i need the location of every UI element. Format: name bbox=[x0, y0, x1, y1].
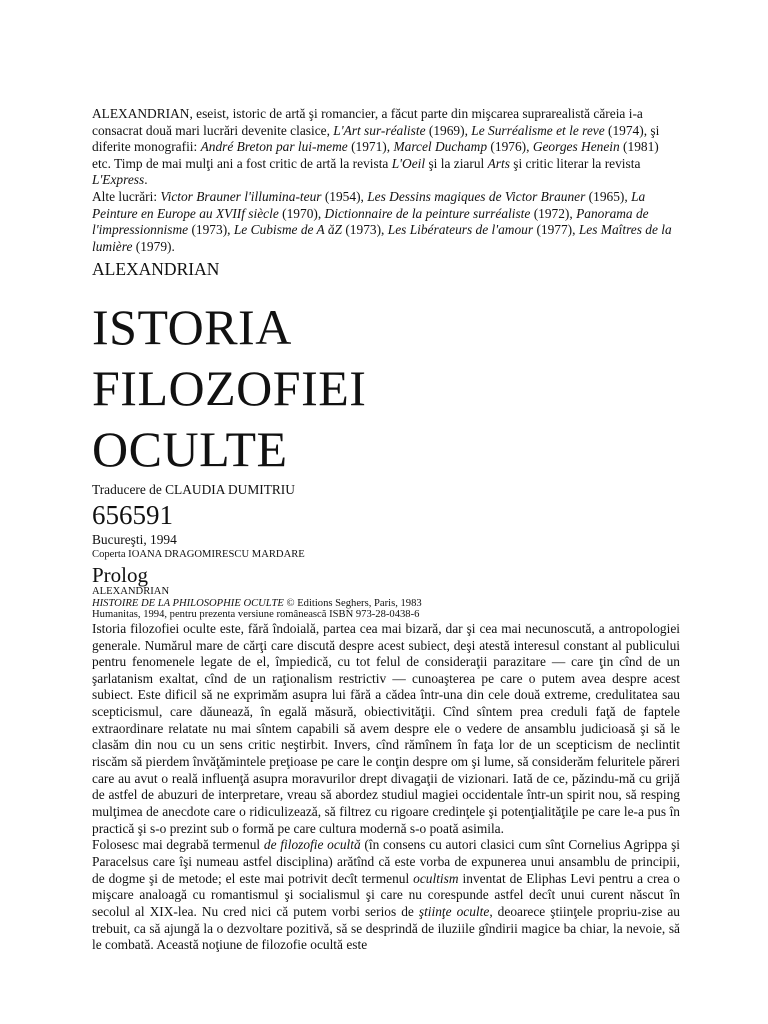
italic-run: Marcel Duchamp bbox=[393, 139, 488, 155]
translator-credit: Traducere de CLAUDIA DUMITRIU bbox=[92, 482, 295, 498]
italic-run: La Peinture en Europe au XVIIf siècle bbox=[92, 188, 646, 221]
text-run: (1979). bbox=[132, 238, 175, 254]
italic-run: de filozofie ocultă bbox=[263, 837, 361, 853]
text-run: şi critic literar la revista bbox=[509, 155, 641, 171]
italic-run: Dictionnaire de la peinture surréaliste bbox=[324, 205, 531, 221]
publication-place-year: Bucureşti, 1994 bbox=[92, 532, 177, 548]
italic-run: ştiinţe oculte bbox=[418, 904, 490, 919]
book-title-line: OCULTE bbox=[92, 421, 288, 478]
text-run: şi la ziarul bbox=[425, 155, 488, 171]
text-run: . bbox=[144, 172, 148, 188]
text-run: (1954), bbox=[321, 188, 368, 204]
copyright-line bbox=[92, 598, 680, 610]
prolog-paragraph-1 bbox=[92, 621, 680, 838]
author-bio-paragraph bbox=[92, 106, 680, 189]
italic-run: André Breton par lui-meme bbox=[200, 139, 348, 155]
catalog-number: 656591 bbox=[92, 500, 173, 531]
italic-run: Panorama de l'impressionnisme bbox=[92, 205, 649, 238]
cover-credit: Coperta IOANA DRAGOMIRESCU MARDARE bbox=[92, 549, 305, 561]
text-run: (1965), bbox=[585, 188, 632, 204]
text-run: (1971), bbox=[347, 139, 394, 155]
text-run: (1972), bbox=[530, 205, 577, 221]
book-title bbox=[92, 297, 680, 480]
text-run: © Editions Seghers, Paris, 1983 bbox=[283, 597, 422, 609]
italic-run: Arts bbox=[487, 155, 510, 171]
italic-run: Victor Brauner l'illumina-teur bbox=[160, 188, 322, 204]
section-heading-prolog: Prolog bbox=[92, 563, 149, 588]
text-run: Istoria filozofiei oculte este, fără îndoială, partea cea mai bizară, dar şi cea mai necunoscută, a antropologiei generale. Numărul mare de cărţi care discută despre acest subiect, deşi atestă interesul constant al publicului pentru fenomenele legate de el, împiedică, cu tot felul de consideraţii parazitare — care ţin cînd de un şarlatanism exaltat, cînd de un raţionalism restrictiv — cunoaşterea pe care o putem avea despre acest subiect. Este dificil să ne exprimăm asupra lui fără a cădea într-una din cele două extreme, credulitatea sau scepticismul, care dăunează, în egală măsură, obiectivităţii. Cînd sîntem prea creduli faţă de faptele extraordinare relatate nu mai sîntem capabili să avem despre ele o vedere de ansamblu judicioasă şi să le clasăm din nou cu un sens critic neştirbit. Invers, cînd rămînem în faţa lor de un scepticism de neclintit riscăm să pierdem învăţămintele preţioase pe care le conţin despre om şi lume, să considerăm feluritele păreri care au avut o reală influenţă asupra moravurilor drept divagaţii de vizionari. Iată de ce, păzindu-mă cu grijă de astfel de abuzuri de interpretare, vreau să abordez studiul magiei occidentale într-un spirit nou, să resping mulţimea de anecdote care o ridiculizează, să filtrez cu rigoare credinţele şi potenţialităţile pe care le-a pus în practică şi s-o prezint sub o formă pe care cultura modernă s-o poată asimila. bbox=[92, 620, 680, 836]
small-author-name: ALEXANDRIAN bbox=[92, 586, 170, 598]
text-run: (1969), bbox=[425, 122, 472, 138]
italic-run: Le Cubisme de A ăZ bbox=[233, 222, 342, 238]
italic-run: L'Express bbox=[92, 172, 145, 188]
text-run: (în consens cu autori clasici cum sînt Cornelius Agrippa şi Paracelsus care îşi numeau astfel disciplina) arătînd că este vorba de expunerea unui ansamblu de principii, de dogme şi de metode; el este mai potrivit decît termenul bbox=[92, 837, 680, 886]
text-run: (1977), bbox=[533, 222, 579, 238]
book-title-line: ISTORIA bbox=[92, 299, 292, 356]
text-run: (1973), bbox=[188, 222, 234, 238]
text-run: , deoarece ştiinţele propriu-zise au trebuit, ca să ajungă la o dezvoltare pozitivă, să se desprindă de iluziile gîndirii magice ba chiar, la nevoie, să le combată. Această noţiune de filozofie ocultă este bbox=[92, 904, 680, 953]
italic-run: Le Surréalisme et le reve bbox=[471, 122, 605, 138]
text-run: (1976), bbox=[487, 139, 533, 155]
text-run: (1970), bbox=[278, 205, 325, 221]
italic-run: Les Maîtres de la lumière bbox=[92, 222, 672, 254]
book-title-line: FILOZOFIEI bbox=[92, 360, 367, 417]
italic-run: Les Dessins magiques de Victor Brauner bbox=[367, 188, 586, 204]
text-run: inventat de Eliphas Levi pentru a crea o mişcare analoagă cu romantismul şi socialismul şi care nu corespunde astfel decît unui curent născut în secolul al XIX-lea. Nu cred nici că putem vorbi serios de bbox=[92, 870, 680, 919]
text-run: (1973), bbox=[342, 222, 388, 238]
text-run: (1981) etc. Timp de mai mulţi ani a fost critic de artă la revista bbox=[92, 139, 659, 171]
italic-run: L'Art sur-réaliste bbox=[333, 122, 426, 138]
italic-run: L'Oeil bbox=[391, 155, 426, 171]
other-works-paragraph bbox=[92, 189, 680, 255]
document-page bbox=[92, 106, 680, 954]
italic-run: Les Libérateurs de l'amour bbox=[387, 222, 534, 238]
text-run: Folosesc mai degrabă termenul bbox=[92, 837, 264, 853]
text-run: Alte lucrări: bbox=[92, 188, 161, 204]
author-name: ALEXANDRIAN bbox=[92, 259, 220, 280]
text-run: ALEXANDRIAN, eseist, istoric de artă şi romancier, a făcut parte din mişcarea suprarealistă căreia i-a consacrat două mari lucrări devenite clasice, bbox=[92, 106, 643, 138]
isbn-line: Humanitas, 1994, pentru prezenta versiune românească ISBN 973-28-0438-6 bbox=[92, 609, 420, 621]
prolog-paragraph-2 bbox=[92, 837, 680, 954]
italic-run: ocultism bbox=[413, 870, 459, 886]
text-run: (1974), şi diferite monografii: bbox=[92, 122, 660, 155]
italic-run: Georges Henein bbox=[532, 139, 620, 155]
italic-run: HISTOIRE DE LA PHILOSOPHIE OCULTE bbox=[92, 597, 284, 609]
